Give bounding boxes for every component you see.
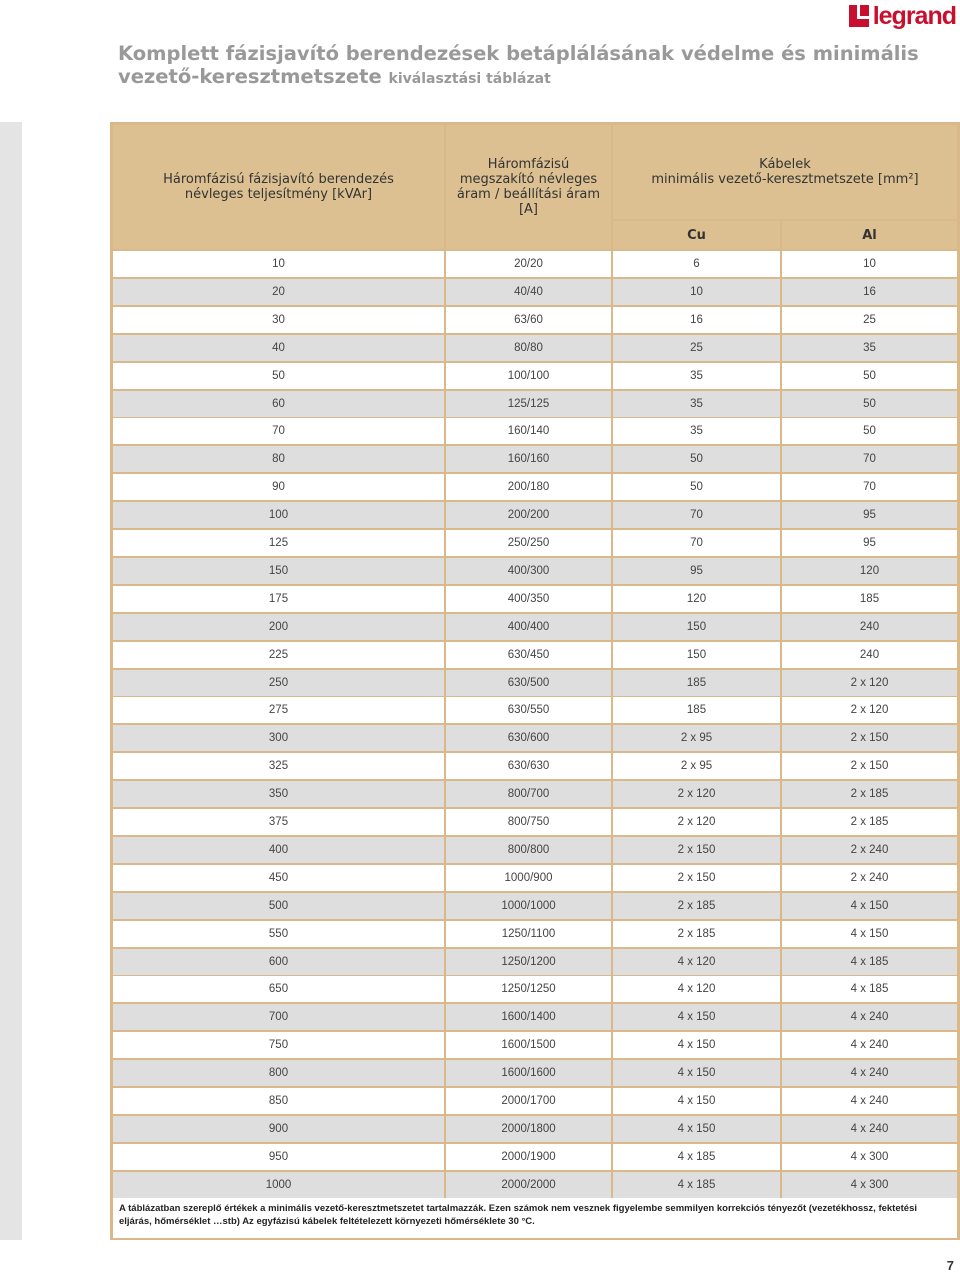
cell-cu: 4 x 150 [613, 1060, 780, 1086]
table-row [113, 781, 957, 807]
cell-power: 40 [113, 335, 444, 361]
cell-breaker: 40/40 [446, 279, 611, 305]
cell-cu: 70 [613, 530, 780, 556]
cell-power: 250 [113, 670, 444, 696]
cell-cu: 10 [613, 279, 780, 305]
cell-breaker: 630/600 [446, 725, 611, 751]
table-row [113, 363, 957, 389]
table-row [113, 1060, 957, 1086]
cell-breaker: 80/80 [446, 335, 611, 361]
cell-breaker: 400/300 [446, 558, 611, 584]
page-title [118, 42, 948, 91]
table-row [113, 1144, 957, 1170]
cell-breaker: 2000/1900 [446, 1144, 611, 1170]
cell-cu: 4 x 120 [613, 976, 780, 1002]
cell-power: 400 [113, 837, 444, 863]
cell-al: 2 x 185 [782, 781, 957, 807]
cell-cu: 16 [613, 307, 780, 333]
cell-al: 10 [782, 251, 957, 277]
table-row [113, 558, 957, 584]
table-footnote: A táblázatban szereplő értékek a minimális vezető-keresztmetszetet tartalmazzák. Ezen számok nem vesznek figyelembe semmilyen korrekciós tényezőt (vezetékhossz, fektetési eljárás, hőmérséklet …stb) Az egyfázisú kábelek feltételezett környezeti hőmérséklete 30 °C. [113, 1198, 957, 1238]
title-main: Komplett fázisjavító berendezések betáplálásának védelme és minimális vezető-keresztmetszete [118, 42, 919, 88]
cell-cu: 2 x 150 [613, 837, 780, 863]
cell-power: 950 [113, 1144, 444, 1170]
cell-power: 175 [113, 586, 444, 612]
cell-al: 25 [782, 307, 957, 333]
cell-cu: 150 [613, 642, 780, 668]
cell-al: 95 [782, 530, 957, 556]
cell-al: 185 [782, 586, 957, 612]
cell-breaker: 2000/1800 [446, 1116, 611, 1142]
cell-breaker: 200/180 [446, 474, 611, 500]
cell-power: 200 [113, 614, 444, 640]
cell-breaker: 250/250 [446, 530, 611, 556]
cell-al: 4 x 240 [782, 1088, 957, 1114]
cell-power: 225 [113, 642, 444, 668]
cell-cu: 35 [613, 363, 780, 389]
cell-power: 275 [113, 697, 444, 723]
cell-power: 600 [113, 949, 444, 975]
table-row [113, 697, 957, 723]
cell-breaker: 630/500 [446, 670, 611, 696]
table-row [113, 391, 957, 417]
cell-breaker: 630/550 [446, 697, 611, 723]
cell-al: 4 x 240 [782, 1060, 957, 1086]
cell-power: 450 [113, 865, 444, 891]
table-row [113, 474, 957, 500]
cell-cu: 2 x 185 [613, 921, 780, 947]
cell-cu: 2 x 120 [613, 781, 780, 807]
header-breaker-label: Háromfázisú megszakító névleges áram / beállítási áram [A] [456, 157, 601, 217]
cell-power: 375 [113, 809, 444, 835]
cell-power: 10 [113, 251, 444, 277]
cell-breaker: 20/20 [446, 251, 611, 277]
cell-cu: 120 [613, 586, 780, 612]
cell-al: 50 [782, 391, 957, 417]
cell-power: 750 [113, 1032, 444, 1058]
cell-al: 4 x 240 [782, 1116, 957, 1142]
cell-breaker: 2000/2000 [446, 1172, 611, 1198]
cell-breaker: 200/200 [446, 502, 611, 528]
cell-breaker: 400/350 [446, 586, 611, 612]
cell-breaker: 630/450 [446, 642, 611, 668]
cell-cu: 2 x 185 [613, 893, 780, 919]
table-row [113, 670, 957, 696]
cell-power: 800 [113, 1060, 444, 1086]
cell-cu: 50 [613, 474, 780, 500]
header-al [782, 221, 957, 249]
table-row [113, 586, 957, 612]
cell-power: 70 [113, 418, 444, 444]
cell-power: 300 [113, 725, 444, 751]
cell-al: 4 x 185 [782, 949, 957, 975]
cell-cu: 50 [613, 446, 780, 472]
cell-al: 240 [782, 642, 957, 668]
header-power-label: Háromfázisú fázisjavító berendezés névleges teljesítmény [kVAr] [163, 172, 394, 202]
cell-breaker: 125/125 [446, 391, 611, 417]
cell-breaker: 1250/1100 [446, 921, 611, 947]
cell-al: 2 x 120 [782, 670, 957, 696]
cell-cu: 35 [613, 391, 780, 417]
cell-cu: 95 [613, 558, 780, 584]
table-row [113, 446, 957, 472]
cell-cu: 4 x 120 [613, 949, 780, 975]
cell-cu: 70 [613, 502, 780, 528]
cell-al: 70 [782, 474, 957, 500]
cell-cu: 185 [613, 670, 780, 696]
cell-breaker: 63/60 [446, 307, 611, 333]
cell-power: 500 [113, 893, 444, 919]
cell-al: 240 [782, 614, 957, 640]
cell-breaker: 1250/1200 [446, 949, 611, 975]
cell-breaker: 800/800 [446, 837, 611, 863]
cell-breaker: 100/100 [446, 363, 611, 389]
cell-breaker: 1000/900 [446, 865, 611, 891]
table-row [113, 502, 957, 528]
cell-power: 30 [113, 307, 444, 333]
table-row [113, 753, 957, 779]
table-row [113, 335, 957, 361]
cell-power: 125 [113, 530, 444, 556]
table-row [113, 530, 957, 556]
cell-power: 100 [113, 502, 444, 528]
cell-al: 4 x 240 [782, 1004, 957, 1030]
cell-al: 2 x 150 [782, 725, 957, 751]
cell-breaker: 2000/1700 [446, 1088, 611, 1114]
cell-al: 70 [782, 446, 957, 472]
cell-power: 80 [113, 446, 444, 472]
table-row [113, 279, 957, 305]
cell-cu: 4 x 150 [613, 1032, 780, 1058]
page-number: 7 [946, 1258, 954, 1273]
cell-al: 4 x 150 [782, 893, 957, 919]
cell-breaker: 1600/1400 [446, 1004, 611, 1030]
header-cu-label: Cu [687, 227, 706, 243]
cell-al: 4 x 240 [782, 1032, 957, 1058]
cell-breaker: 400/400 [446, 614, 611, 640]
table-row [113, 418, 957, 444]
cell-power: 50 [113, 363, 444, 389]
cell-al: 4 x 150 [782, 921, 957, 947]
cell-cu: 185 [613, 697, 780, 723]
table-row [113, 1032, 957, 1058]
cell-power: 90 [113, 474, 444, 500]
table-row [113, 1172, 957, 1198]
header-cables-title: Kábelek [759, 157, 811, 172]
header-power [113, 125, 444, 249]
cell-cu: 2 x 120 [613, 809, 780, 835]
table-row [113, 725, 957, 751]
cell-breaker: 160/140 [446, 418, 611, 444]
cell-al: 4 x 300 [782, 1144, 957, 1170]
cell-power: 150 [113, 558, 444, 584]
cell-power: 1000 [113, 1172, 444, 1198]
cell-breaker: 1600/1500 [446, 1032, 611, 1058]
cell-cu: 6 [613, 251, 780, 277]
table-row [113, 976, 957, 1002]
cell-al: 2 x 150 [782, 753, 957, 779]
cell-breaker: 630/630 [446, 753, 611, 779]
cell-al: 4 x 185 [782, 976, 957, 1002]
cell-al: 95 [782, 502, 957, 528]
header-al-label: Al [862, 227, 877, 243]
cell-power: 350 [113, 781, 444, 807]
table-row [113, 642, 957, 668]
cell-cu: 4 x 150 [613, 1088, 780, 1114]
legrand-logo [849, 2, 956, 30]
cell-al: 2 x 240 [782, 865, 957, 891]
cell-breaker: 1250/1250 [446, 976, 611, 1002]
cell-power: 60 [113, 391, 444, 417]
cell-al: 2 x 185 [782, 809, 957, 835]
table-row [113, 893, 957, 919]
cell-power: 325 [113, 753, 444, 779]
table-row [113, 809, 957, 835]
header-cu [613, 221, 780, 249]
header-breaker [446, 125, 611, 249]
table-row [113, 949, 957, 975]
cell-al: 50 [782, 418, 957, 444]
cell-cu: 2 x 150 [613, 865, 780, 891]
cell-breaker: 1600/1600 [446, 1060, 611, 1086]
table-row [113, 614, 957, 640]
header-cables [613, 125, 957, 219]
cell-cu: 25 [613, 335, 780, 361]
table-row [113, 921, 957, 947]
table-row [113, 1116, 957, 1142]
cell-al: 2 x 240 [782, 837, 957, 863]
cell-power: 700 [113, 1004, 444, 1030]
table-row [113, 1004, 957, 1030]
legrand-logo-icon [849, 5, 869, 27]
cell-breaker: 1000/1000 [446, 893, 611, 919]
cell-power: 900 [113, 1116, 444, 1142]
cell-cu: 4 x 185 [613, 1144, 780, 1170]
left-margin-bar [0, 122, 22, 1240]
cell-cu: 150 [613, 614, 780, 640]
cell-al: 4 x 300 [782, 1172, 957, 1198]
cell-breaker: 800/700 [446, 781, 611, 807]
title-sub: kiválasztási táblázat [388, 71, 551, 87]
cell-cu: 35 [613, 418, 780, 444]
table-row [113, 307, 957, 333]
cell-al: 16 [782, 279, 957, 305]
cell-power: 20 [113, 279, 444, 305]
cell-breaker: 800/750 [446, 809, 611, 835]
table-row [113, 1088, 957, 1114]
brand-name: legrand [872, 1, 956, 30]
cell-power: 850 [113, 1088, 444, 1114]
cell-breaker: 160/160 [446, 446, 611, 472]
cell-al: 50 [782, 363, 957, 389]
cell-cu: 2 x 95 [613, 725, 780, 751]
cell-cu: 4 x 150 [613, 1116, 780, 1142]
cell-cu: 4 x 150 [613, 1004, 780, 1030]
cell-al: 2 x 120 [782, 697, 957, 723]
cell-cu: 4 x 185 [613, 1172, 780, 1198]
cell-power: 550 [113, 921, 444, 947]
cell-al: 35 [782, 335, 957, 361]
cell-power: 650 [113, 976, 444, 1002]
table-row [113, 251, 957, 277]
header-cables-subtitle: minimális vezető-keresztmetszete [mm²] [651, 172, 919, 187]
table-row [113, 865, 957, 891]
cell-cu: 2 x 95 [613, 753, 780, 779]
table-row [113, 837, 957, 863]
cell-al: 120 [782, 558, 957, 584]
